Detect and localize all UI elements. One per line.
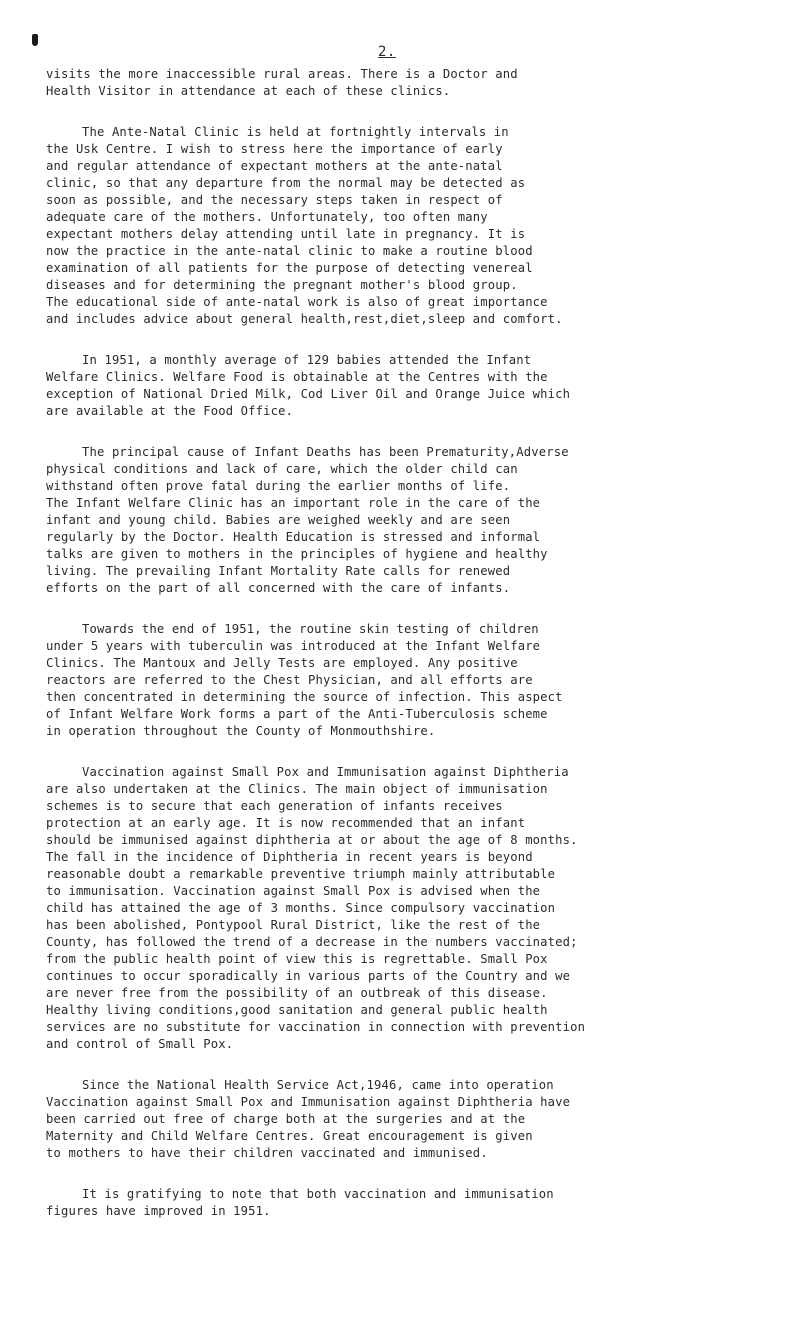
text-line: clinic, so that any departure from the normal may be detected as <box>46 176 526 190</box>
text-line: and regular attendance of expectant mothers at the ante-natal <box>46 159 503 173</box>
paragraph <box>46 1077 786 1162</box>
text-line: In 1951, a monthly average of 129 babies attended the Infant <box>82 353 532 367</box>
text-line: living. The prevailing Infant Mortality Rate calls for renewed <box>46 564 511 578</box>
text-line: protection at an early age. It is now recommended that an infant <box>46 816 526 830</box>
text-line: from the public health point of view this is regrettable. Small Pox <box>46 952 548 966</box>
ink-mark <box>32 34 38 46</box>
text-line: Vaccination against Small Pox and Immunisation against Diphtheria <box>82 765 569 779</box>
text-line: physical conditions and lack of care, which the older child can <box>46 462 518 476</box>
text-line: of Infant Welfare Work forms a part of the Anti-Tuberculosis scheme <box>46 707 548 721</box>
text-line: regularly by the Doctor. Health Education is stressed and informal <box>46 530 541 544</box>
paragraph <box>46 621 786 740</box>
text-line: It is gratifying to note that both vaccination and immunisation <box>82 1187 554 1201</box>
paragraph <box>46 764 786 1053</box>
text-line: County, has followed the trend of a decrease in the numbers vaccinated; <box>46 935 578 949</box>
text-line: The Ante-Natal Clinic is held at fortnightly intervals in <box>82 125 509 139</box>
text-line: then concentrated in determining the source of infection. This aspect <box>46 690 563 704</box>
text-line: services are no substitute for vaccination in connection with prevention <box>46 1020 586 1034</box>
text-line: are also undertaken at the Clinics. The main object of immunisation <box>46 782 548 796</box>
text-line: child has attained the age of 3 months. Since compulsory vaccination <box>46 901 556 915</box>
text-line: Since the National Health Service Act,1946, came into operation <box>82 1078 554 1092</box>
text-line: and control of Small Pox. <box>46 1037 234 1051</box>
text-line: examination of all patients for the purpose of detecting venereal <box>46 261 533 275</box>
text-line: under 5 years with tuberculin was introduced at the Infant Welfare <box>46 639 541 653</box>
paragraph <box>46 444 786 597</box>
text-line: Towards the end of 1951, the routine skin testing of children <box>82 622 539 636</box>
text-line: and includes advice about general health,rest,diet,sleep and comfort. <box>46 312 563 326</box>
text-line: reactors are referred to the Chest Physician, and all efforts are <box>46 673 533 687</box>
text-line: schemes is to secure that each generation of infants receives <box>46 799 503 813</box>
text-line: The fall in the incidence of Diphtheria in recent years is beyond <box>46 850 533 864</box>
text-line: Welfare Clinics. Welfare Food is obtainable at the Centres with the <box>46 370 548 384</box>
text-line: adequate care of the mothers. Unfortunately, too often many <box>46 210 488 224</box>
text-line: exception of National Dried Milk, Cod Liver Oil and Orange Juice which <box>46 387 571 401</box>
text-line: The Infant Welfare Clinic has an important role in the care of the <box>46 496 541 510</box>
text-line: diseases and for determining the pregnant mother's blood group. <box>46 278 518 292</box>
paragraph <box>46 352 786 420</box>
page-number: 2. <box>378 44 396 60</box>
text-line: talks are given to mothers in the principles of hygiene and healthy <box>46 547 548 561</box>
text-line: figures have improved in 1951. <box>46 1204 271 1218</box>
text-line: soon as possible, and the necessary steps taken in respect of <box>46 193 503 207</box>
text-line: been carried out free of charge both at the surgeries and at the <box>46 1112 526 1126</box>
text-line: Health Visitor in attendance at each of these clinics. <box>46 84 451 98</box>
text-line: Clinics. The Mantoux and Jelly Tests are employed. Any positive <box>46 656 518 670</box>
text-line: visits the more inaccessible rural areas. There is a Doctor and <box>46 67 518 81</box>
text-line: infant and young child. Babies are weighed weekly and are seen <box>46 513 511 527</box>
text-line: has been abolished, Pontypool Rural District, like the rest of the <box>46 918 541 932</box>
paragraph <box>46 1186 786 1220</box>
text-line: are never free from the possibility of an outbreak of this disease. <box>46 986 548 1000</box>
text-line: to immunisation. Vaccination against Small Pox is advised when the <box>46 884 541 898</box>
text-line: to mothers to have their children vaccinated and immunised. <box>46 1146 488 1160</box>
text-line: Maternity and Child Welfare Centres. Great encouragement is given <box>46 1129 533 1143</box>
text-line: The principal cause of Infant Deaths has been Prematurity,Adverse <box>82 445 569 459</box>
text-line: Vaccination against Small Pox and Immunisation against Diphtheria have <box>46 1095 571 1109</box>
text-line: are available at the Food Office. <box>46 404 294 418</box>
text-line: expectant mothers delay attending until late in pregnancy. It is <box>46 227 526 241</box>
text-line: The educational side of ante-natal work is also of great importance <box>46 295 548 309</box>
text-line: reasonable doubt a remarkable preventive triumph mainly attributable <box>46 867 556 881</box>
text-line: withstand often prove fatal during the earlier months of life. <box>46 479 511 493</box>
text-line: continues to occur sporadically in various parts of the Country and we <box>46 969 571 983</box>
text-line: the Usk Centre. I wish to stress here the importance of early <box>46 142 503 156</box>
body-text <box>46 66 786 1244</box>
text-line: Healthy living conditions,good sanitation and general public health <box>46 1003 548 1017</box>
text-line: now the practice in the ante-natal clinic to make a routine blood <box>46 244 533 258</box>
text-line: should be immunised against diphtheria at or about the age of 8 months. <box>46 833 578 847</box>
paragraph <box>46 66 786 100</box>
paragraph <box>46 124 786 328</box>
text-line: in operation throughout the County of Monmouthshire. <box>46 724 436 738</box>
text-line: efforts on the part of all concerned with the care of infants. <box>46 581 511 595</box>
